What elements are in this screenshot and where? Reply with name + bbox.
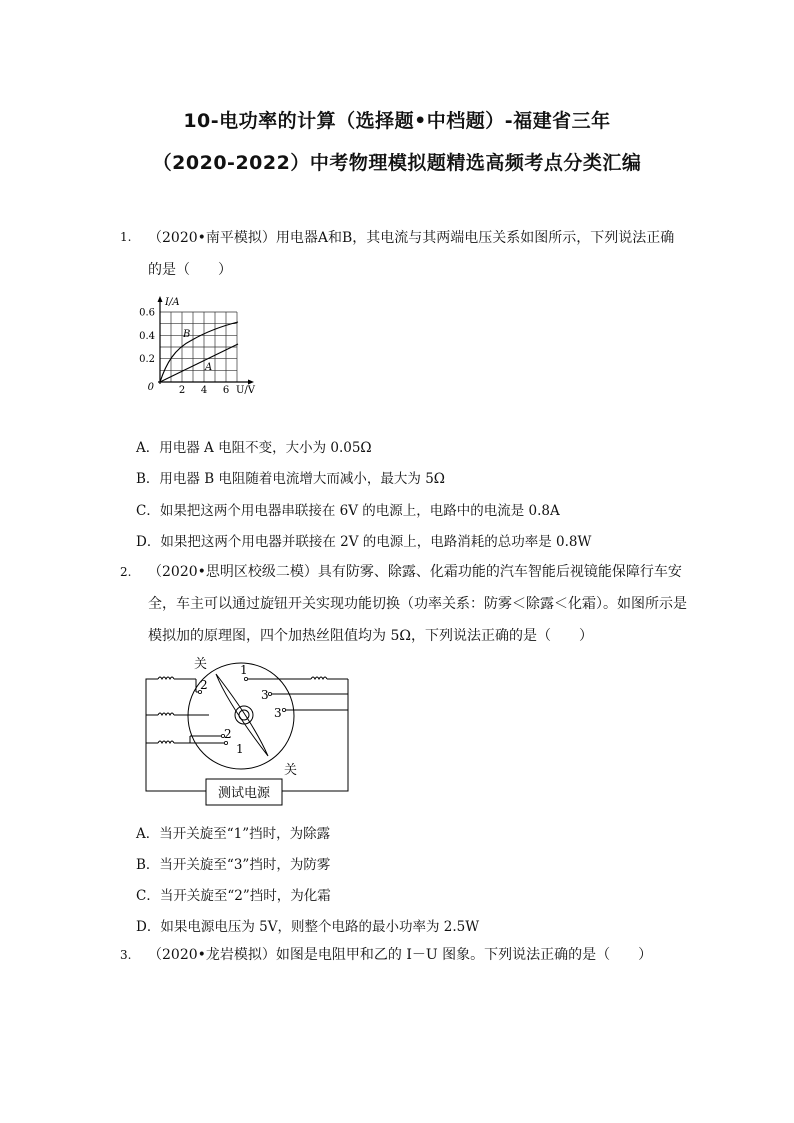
circuit-wire-left	[146, 679, 206, 791]
iu-graph-figure	[134, 292, 274, 402]
question-number: 3.	[120, 948, 132, 962]
y-axis-arrow	[158, 296, 163, 302]
off-label-bottom: 关	[284, 763, 298, 778]
question-number: 2.	[120, 565, 132, 579]
option-a: A．用电器 A 电阻不变，大小为 0.05Ω	[136, 440, 372, 456]
question-text: （2020•南平模拟）用电器A和B，其电流与其两端电压关系如图所示，下列说法正确的是（ ）	[148, 230, 675, 278]
x-tick-label: 6	[222, 385, 230, 396]
terminal-label-right-3: 3	[274, 706, 282, 720]
x-axis-label: U/V	[236, 385, 256, 396]
origin-label: 0	[147, 382, 154, 393]
y-tick-label: 0.2	[139, 354, 155, 365]
x-tick-label: 4	[200, 385, 208, 396]
option-c: C．当开关旋至“2”挡时，为化霜	[136, 888, 331, 904]
option-d: D．如果电源电压为 5V，则整个电路的最小功率为 2.5W	[136, 919, 480, 935]
curve-label-b: B	[183, 329, 191, 340]
switch-circuit-figure	[136, 654, 366, 809]
option-d: D．如果把这两个用电器并联接在 2V 的电源上，电路消耗的总功率是 0.8W	[136, 534, 592, 550]
terminal-label-left-3: 2	[200, 678, 208, 692]
heating-wire-left-3	[158, 741, 174, 743]
y-tick-label: 0.6	[139, 307, 155, 319]
heating-wire-left-1	[158, 677, 174, 679]
option-c: C．如果把这两个用电器串联接在 6V 的电源上，电路中的电流是 0.8A	[136, 503, 560, 519]
document-title-line-2: （2020-2022）中考物理模拟题精选高频考点分类汇编	[152, 152, 642, 174]
question-text: （2020•龙岩模拟）如图是电阻甲和乙的 I－U 图象。下列说法正确的是（ ）	[148, 947, 653, 963]
heating-wire-right	[311, 677, 327, 679]
y-axis-label: I/A	[165, 297, 180, 308]
off-label-top: 关	[194, 657, 208, 672]
terminal-label-left-2: 2	[224, 727, 232, 741]
document-title-line-1: 10-电功率的计算（选择题•中档题）-福建省三年	[183, 110, 611, 132]
heating-wire-left-2	[158, 713, 174, 715]
option-b: B．当开关旋至“3”挡时，为防雾	[136, 857, 331, 873]
option-b: B．用电器 B 电阻随着电流增大而减小，最大为 5Ω	[136, 471, 445, 487]
terminal-label-top-1: 1	[240, 663, 248, 677]
x-tick-label: 2	[178, 385, 186, 396]
terminal-label-right-2: 3	[261, 688, 269, 702]
question-number: 1.	[120, 230, 132, 244]
y-tick-label: 0.4	[139, 331, 155, 342]
curve-label-a: A	[205, 362, 213, 373]
switch-pivot	[235, 706, 253, 724]
terminal-label-left-1: 1	[236, 742, 244, 756]
question-text: （2020•思明区校级二模）具有防雾、除露、化霜功能的汽车智能后视镜能保障行车安全，车主可以通过旋钮开关实现功能切换（功率关系：防雾＜除露＜化霜）。如图所示是模拟加的原理图，四个加热丝阻值均为 5Ω，下列说法正确的是（ ）	[148, 564, 687, 644]
test-power-source-label: 测试电源	[217, 786, 271, 801]
option-a: A．当开关旋至“1”挡时，为除露	[136, 826, 331, 842]
x-axis-arrow	[248, 380, 254, 385]
